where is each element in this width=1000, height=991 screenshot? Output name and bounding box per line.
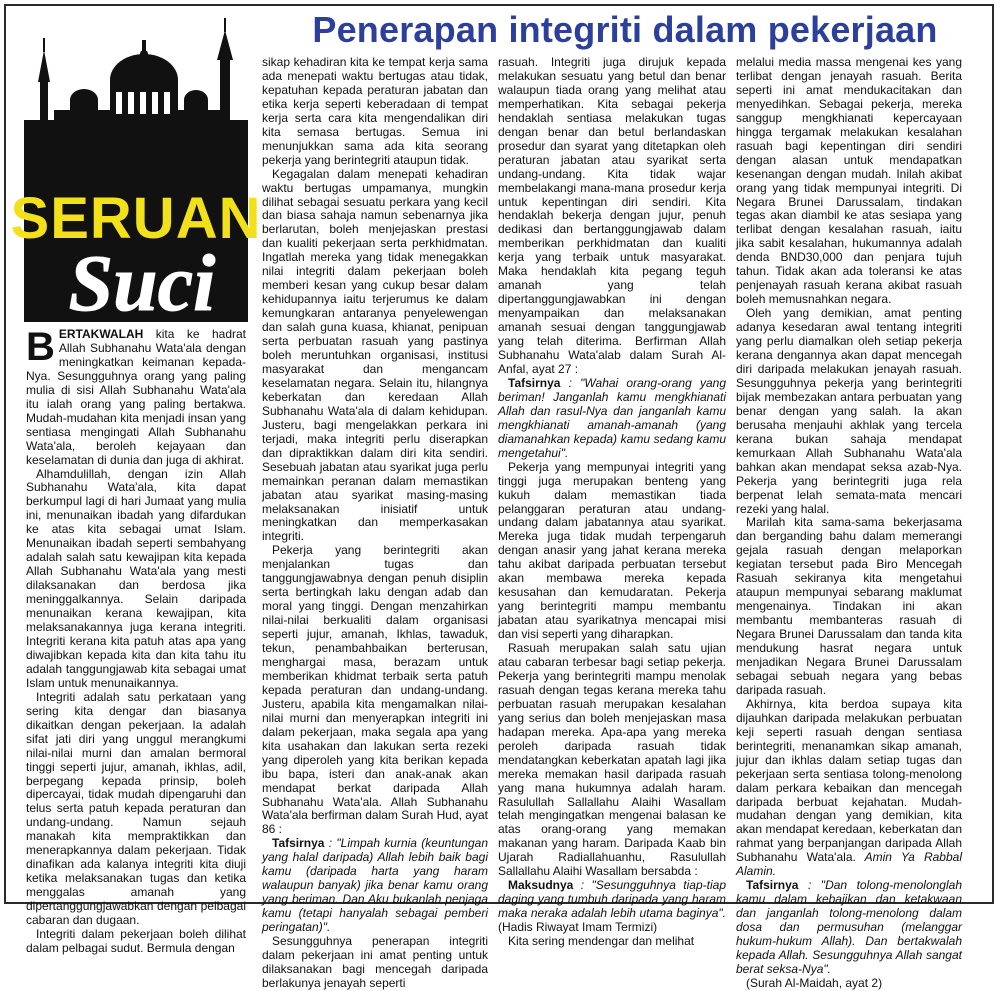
hadith-reference: (Hadis Riwayat Imam Termizi) (498, 920, 658, 935)
column-2 (262, 55, 488, 990)
seruan-suci-logo (10, 10, 262, 328)
column-1 (26, 325, 246, 955)
paragraph: rasuah. Integriti juga dirujuk kepada melakukan sesuatu yang betul dan benar walaupun tiada orang yang melihat atau memperhatikan. Kita sebagai pekerja hendaklah sentiasa melakukan tugas dengan benar dan betul berlandaskan prosedur dan syarat yang ditetapkan oleh peraturan jabatan atau syarikat serta undang-undang. Kita tidak wajar membelakangi mana-mana prosedur kerja untuk kepentingan diri sendiri. Kita hendaklah bekerja dengan jujur, penuh dedikasi dan bertanggungjawab dalam memberikan perkhidmatan dan kualiti kerja yang terbaik untuk masyarakat. Maka hendaklah kita pegang teguh amanah yang telah dipertanggungjawabkan ini dengan menyampaikan dan melaksanakan amanah sesuai dengan tanggungjawab yang telah diterima. Berfirman Allah Subhanahu Wata'alab dalam Surah Al-Anfal, ayat 27 : (498, 55, 726, 376)
paragraph: Integriti dalam pekerjaan boleh dilihat dalam pelbagai sudut. Bermula dengan (26, 926, 246, 955)
paragraph: Pekerja yang berintegriti akan menjalankan tugas dan tanggungjawabnya dengan penuh disiplin serta bertingkah laku dengan adab dan moral yang tinggi. Dengan menzahirkan nilai-nilai berkualiti dalam organisasi seperti jujur, amanah, Ikhlas, tawaduk, tekun, penambahbaikan berterusan, menghargai masa, berazam untuk memberikan khidmat terbaik serta patuh kepada peraturan dan undang-undang. Justeru, apabila kita mengamalkan nilai-nilai murni dan menyerapkan integriti ini dalam pekerjaan, maka segala apa yang kita usahakan dan lakukan serta rezeki yang diperoleh yang kita berikan kepada ibu bapa, isteri dan anak-anak akan mendapat berkat daripada Allah Subhanahu Wata'ala. Allah Subhanahu Wata'ala berfirman dalam Surah Hud, ayat 86 : (262, 543, 488, 837)
paragraph: melalui media massa mengenai kes yang terlibat dengan jenayah rasuah. Berita seperti ini amat mendukacitakan dan menyedihkan. Sebagai pekerja, mereka sanggup mengkhianati kepercayaan hingga tergamak melakukan kesalahan rasuah bagi kepentingan diri sendiri dengan alasan untuk mendapatkan kesenangan dengan mudah. Inilah akibat orang yang tidak mempunyai integriti. Di Negara Brunei Darussalam, tindakan tegas akan diambil ke atas sesiapa yang terlibat dengan kesalahan rasuah, iaitu jika sabit kesalahan, hukumannya adalah denda BND30,000 dan penjara tujuh tahun. Tidak akan ada toleransi ke atas penjenayah rasuah kerana akibat rasuah boleh memusnahkan negara. (736, 55, 962, 307)
paragraph-text: Akhirnya, kita berdoa supaya kita dijauhkan daripada melakukan perbuatan keji seperti rasuah dengan sentiasa berintegriti, menanamkan sikap amanah, jujur dan ikhlas dalam setiap tugas dan pekerjaan serta sentiasa tolong-menolong dalam perkara kebaikan dan mencegah daripada berbuat kejahatan. Mudah-mudahan dengan yang demikian, kita akan mendapat keredaan, keberkatan dan rahmat yang berpanjangan daripada Allah Subhanahu Wata'ala. (736, 696, 962, 865)
closing-prayer: Amin Ya Rabbal Alamin. (736, 850, 962, 879)
tafsir-label: Tafsirnya (272, 836, 325, 851)
paragraph: Kegagalan dalam menepati kehadiran waktu bertugas umpamanya, mungkin dilihat sebagai sesuatu perkara yang kecil dan biasa sahaja namun sebenarnya jika berlarutan, boleh menjejaskan prestasi dan kualiti pekerjaan serta perkhidmatan. Ingatlah mereka yang tidak menegakkan nilai integriti dalam pekerjaan boleh memberi kesan yang cukup besar dalam kehidupannya iaitu terjerumus ke dalam kemungkaran antaranya penyelewengan dan salah guna kuasa, khianat, penipuan serta perbuatan rasuah yang pastinya boleh meruntuhkan organisasi, institusi masyarakat dan mengancam keselamatan negara. Selain itu, hilangnya keberkatan dan keredaan Allah Subhanahu Wata'ala di dalam kehidupan. Justeru, bagi mengelakkan perkara ini terjadi, maka integriti perlu diserapkan dan dipraktikkan dalam diri kita sendiri. Sesebuah jabatan atau syarikat juga perlu memainkan peranan dalam memastikan jabatan atau syarikat masing-masing melaksanakan inisiatif untuk meningkatkan dan memperkasakan integriti. (262, 166, 488, 544)
tafsir-text: : "Wahai orang-orang yang beriman! Janganlah kamu mengkhianati Allah dan rasul-Nya dan janganlah kamu mengkhianati amanah-amanah (yang diamanahkan kepada) kamu sedang kamu mengetahui". (498, 375, 726, 460)
paragraph: Rasuah merupakan salah satu ujian atau cabaran terbesar bagi setiap pekerja. Pekerja yang berintegriti mampu menolak rasuah dengan tegas kerana mereka tahu perbuatan rasuah merupakan kesalahan yang serius dan boleh menjejaskan masa hadapan mereka. Apa-apa yang mereka peroleh daripada rasuah tidak mendatangkan keberkatan apatah lagi jika mereka memakan hasil daripada rasuah yang mana hukumnya adalah haram. Rasulullah Sallallahu Alaihi Wasallam telah mengingatkan mengenai balasan ke atas orang-orang yang memakan makanan yang haram. Daripada Kaab bin Ujarah Radiallahuanhu, Rasulullah Sallallahu Alaihi Wasallam bersabda : (498, 641, 726, 879)
paragraph: sikap kehadiran kita ke tempat kerja sama ada menepati waktu bertugas atau tidak, kepatuhan kepada peraturan jabatan dan etika kerja seperti keberadaan di tempat kerja serta cara kita mengendalikan diri kita semasa bertugas. Semua ini menunjukkan sama ada kita seorang pekerja yang berintegriti ataupun tidak. (262, 55, 488, 167)
tafsir-quote (262, 837, 488, 935)
maksud-text: : "Sesungguhnya tiap-tiap daging yang tumbuh daripada yang haram maka neraka adalah lebih utama baginya". (498, 878, 726, 921)
paragraph: Oleh yang demikian, amat penting adanya kesedaran awal tentang integriti yang perlu diamalkan oleh setiap pekerja kerana dengannya akan dapat mencegah diri daripada melakukan jenayah rasuah. Sesungguhnya pekerja yang berintegriti bijak membezakan antara perbuatan yang benar dengan yang salah. Ia akan berusaha menjauhi akhlak yang tercela kerana bukan sahaja mendapat kemurkaan Allah Subhanahu Wata'ala bahkan akan mendapat seksa azab-Nya. Pekerja yang berintegriti juga rela berpenat lelah semata-mata mencari rezeki yang halal. (736, 306, 962, 516)
quran-reference: (Surah Al-Maidah, ayat 2) (746, 975, 883, 990)
hadith-quote (498, 879, 726, 935)
paragraph: Alhamdulillah, dengan izin Allah Subhanahu Wata'ala, kita dapat berkumpul lagi di hari Jumaat yang mulia ini, menunaikan ibadah yang difardukan ke atas kita sebagai umat Islam. Menunaikan ibadah seperti sembahyang adalah salah satu kewajipan kita kepada Allah Subhanahu Wata'ala yang mesti dilaksanakan dan berdosa jika meninggalkannya. Selain daripada menunaikan kerana kewajipan, kita melaksanakannya juga kerana integriti. Integriti kerana kita patuh atas apa yang diwajibkan kepada kita dan kita tahu itu adalah tanggungjawab kita sebagai umat Islam untuk menunaikannya. (26, 466, 246, 690)
paragraph (26, 325, 246, 468)
tafsir-label: Tafsirnya (746, 878, 799, 893)
column-4 (736, 55, 962, 990)
tafsir-text: : "Limpah kurnia (keuntungan yang halal daripada) Allah lebih baik bagi kamu (daripada harta yang haram walaupun banyak) jika benar kamu orang yang beriman. Dan Aku bukanlah penjaga kamu (tetapi hanyalah sebagai pemberi peringatan)". (262, 836, 488, 935)
paragraph: Sesungguhnya penerapan integriti dalam pekerjaan ini amat penting untuk dilaksanakan bagi mencegah daripada berlakunya jenayah seperti (262, 934, 488, 990)
paragraph (736, 698, 962, 879)
tafsir-text: : "Dan tolong-menolonglah kamu dalam kebajikan dan ketakwaan dan janganlah tolong-menolong dalam dosa dan permusuhan (melanggar hukum-hukum Allah). Dan bertakwalah kepada Allah. Sesungguhnya Allah sangat berat seksa-Nya". (736, 878, 962, 976)
logo-word-suci: Suci (68, 240, 216, 328)
paragraph: Pekerja yang mempunyai integriti yang tinggi juga merupakan benteng yang kukuh dalam memastikan tiada pelanggaran peraturan atau undang-undang dalam jabatannya atau syarikat. Mereka juga tidak mudah terpengaruh dengan anasir yang jahat kerana mereka tahu akibat daripada perbuatan tersebut akan membawa mereka kepada kesusahan dan kemudaratan. Pekerja yang berintegriti mampu membantu jabatan atau syarikatnya mencapai misi dan visi seperti yang diharapkan. (498, 459, 726, 642)
drop-cap: B (26, 325, 55, 369)
paragraph: Kita sering mendengar dan melihat (508, 934, 695, 949)
paragraph: Integriti adalah satu perkataan yang sering kita dengar dan biasanya dikaitkan dengan pekerjaan. Ia adalah sifat jati diri yang unggul merangkumi nilai-nilai murni dan amalan bermoral tinggi seperti jujur, amanah, ikhlas, adil, berpegang kepada prinsip, boleh dipercayai, tidak mudah dipengaruhi dan telus serta patuh kepada peraturan dan undang-undang. Namun sejauh manakah kita mempraktikkan dan menerapkannya dalam pekerjaan. Tidak dinafikan ada kalanya integriti kita diuji ketika melaksanakan tugas dan ketika menggalas amanah yang dipertanggungjawabkan dengan pelbagai cabaran dan dugaan. (26, 689, 246, 928)
lead-word: ERTAKWALAH (58, 327, 144, 341)
tafsir-quote (736, 879, 962, 977)
paragraph-text: kita ke hadrat Allah Subhanahu Wata'ala dengan meningkatkan keimanan kepada-Nya. Sesungguhnya orang yang paling mulia di sisi Allah Subhanahu Wata'ala itu ialah orang yang paling bertakwa. Mudah-mudahan kita menjadi insan yang sentiasa mengingati Allah Subhanahu Wata'ala, beroleh kejayaan dan keselamatan di dunia dan juga di akhirat. (26, 327, 246, 467)
logo-word-seruan: SERUAN (10, 186, 262, 251)
article-headline: Penerapan integriti dalam pekerjaan (312, 9, 938, 50)
column-3 (498, 55, 726, 949)
paragraph: Marilah kita sama-sama bekerjasama dan berganding bahu dalam memerangi gejala rasuah dengan melaporkan kegiatan tersebut pada Biro Mencegah Rasuah sekiranya kita mengetahui ataupun mempunyai sebarang maklumat mengenainya. Tindakan ini akan membantu membanteras rasuah di Negara Brunei Darussalam dan tanda kita mendukung hasrat negara untuk menjadikan Negara Brunei Darussalam sebagai sebuah negara yang bebas daripada rasuah. (736, 515, 962, 697)
tafsir-quote (498, 377, 726, 461)
tafsir-label: Tafsirnya (508, 375, 561, 390)
maksud-label: Maksudnya (508, 878, 574, 893)
